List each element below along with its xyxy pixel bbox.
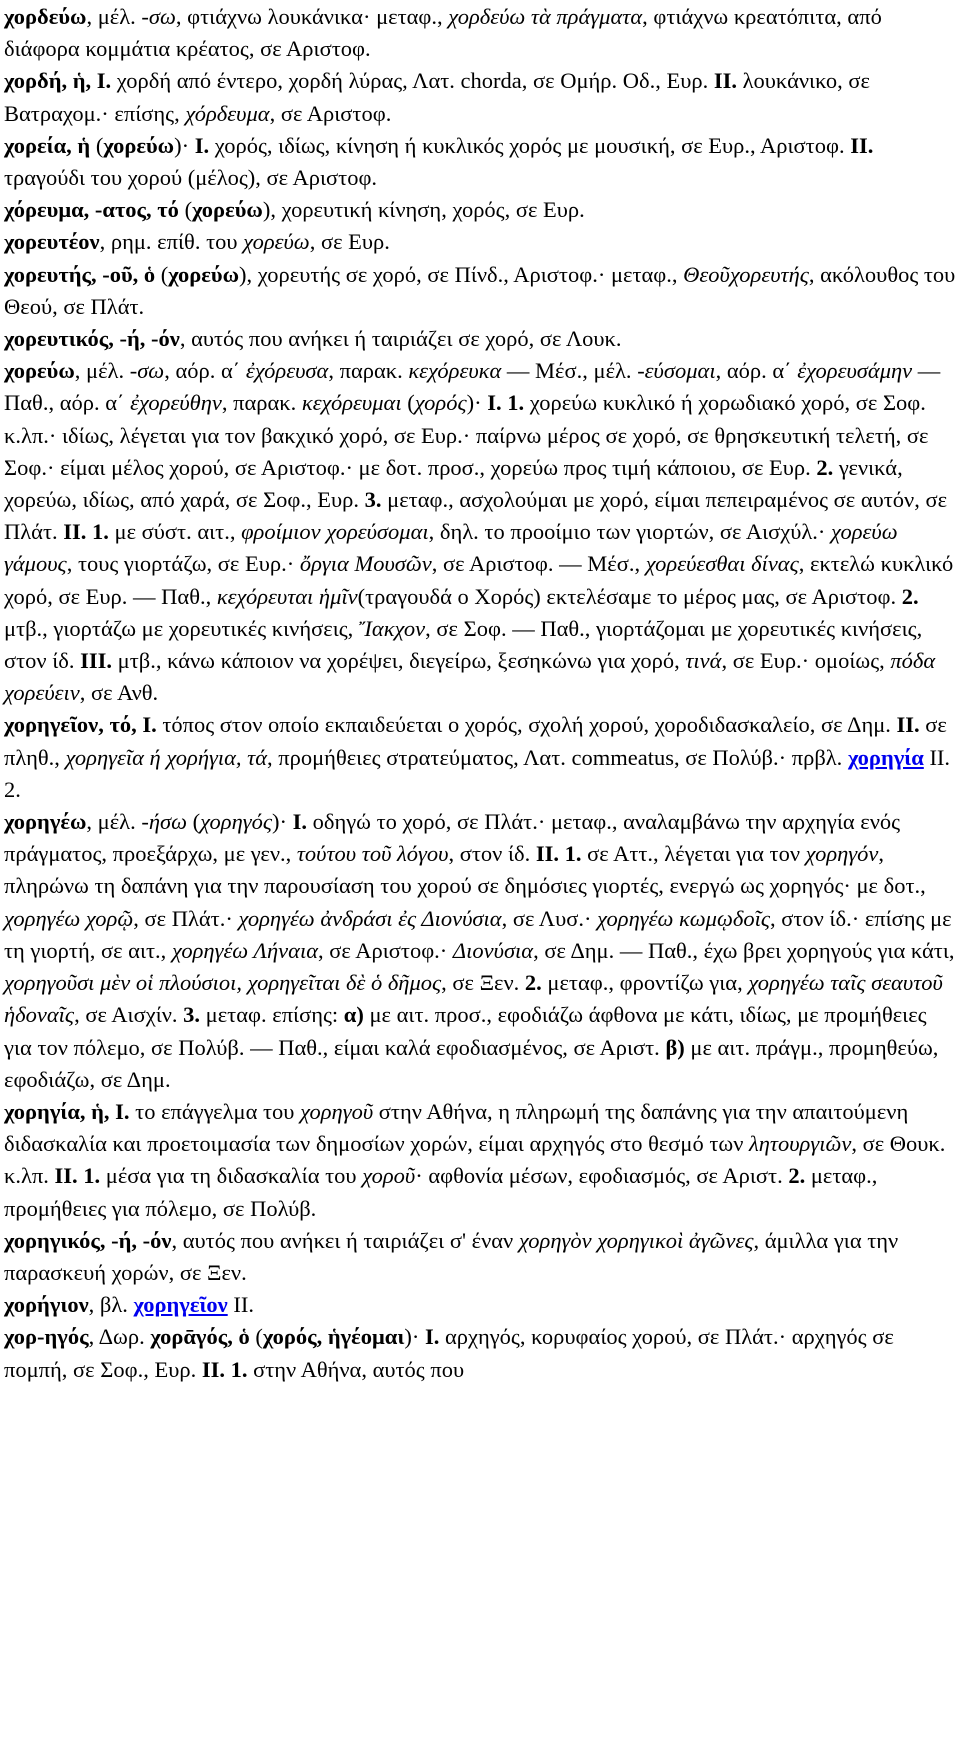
entry-text: , σε Ευρ. <box>309 229 390 255</box>
dictionary-entry <box>4 194 958 226</box>
entry-list <box>4 1 958 1386</box>
italic-text: ἐχόρευσα <box>245 358 329 384</box>
entry-text: — Παθ., αόρ. α΄ <box>4 358 941 416</box>
italic-text: ὄργια Μουσῶν <box>299 551 432 577</box>
entry-text: , μέλ. <box>86 809 142 835</box>
bold-text: χορεύω <box>168 261 240 287</box>
entry-text: ( <box>186 809 201 835</box>
entry-text: , πληρώνω τη δαπάνη για την παρουσίαση του χορού σε δημόσιες γιορτές, ενεργώ ως χορηγός· με δοτ., <box>4 841 926 899</box>
entry-text: , σε Αριστοφ. — Μέσ., <box>431 551 646 577</box>
entry-text: , σε Αριστοφ.· <box>318 937 453 963</box>
entry-text: , σε Ευρ.· ομοίως, <box>721 648 891 674</box>
italic-text: χοροῦ <box>362 1163 416 1189</box>
entry-text: μέσα για τη διδασκαλία του <box>100 1163 363 1189</box>
entry-text: , φτιάχνω λουκάνικα· μεταφ., <box>175 4 449 29</box>
entry-text: , αόρ. α΄ <box>164 358 246 384</box>
entry-headword: χορηγία, ἡ, I. <box>4 1098 130 1124</box>
italic-text: χορηγὸν χορηγικοὶ ἀγῶνες <box>518 1227 754 1253</box>
bold-text: χορᾱγός, ὁ <box>150 1324 250 1350</box>
entry-text: , σε Δημ. — Παθ., έχω βρει χορηγούς για κάτι, <box>533 937 955 963</box>
bold-text: II. 1. <box>201 1356 248 1382</box>
entry-text: σε Αττ., λέγεται για τον <box>581 841 806 867</box>
italic-text: -σω <box>141 4 176 29</box>
dictionary-entry <box>4 226 958 258</box>
entry-text: )· <box>404 1324 425 1350</box>
bold-text: χορός, ἡγέομαι <box>262 1324 405 1350</box>
entry-text: χορός, ιδίως, κίνηση ή κυκλικός χορός με μουσική, σε Ευρ., Αριστοφ. <box>209 132 851 158</box>
dictionary-entry <box>4 1321 958 1385</box>
entry-headword: χορευτέον <box>4 229 100 255</box>
italic-text: χορηγοῦ <box>300 1098 374 1124</box>
entry-text: , στον ίδ.· επίσης με τη γιορτή, σε αιτ., <box>4 905 952 963</box>
bold-text: II. 1. <box>54 1163 101 1189</box>
italic-text: χορεύω <box>243 229 310 255</box>
entry-text: , μέλ. <box>74 358 130 384</box>
entry-text: μεταφ., προμήθειες για πόλεμο, σε Πολύβ. <box>4 1163 878 1221</box>
italic-text: Διονύσια <box>452 937 534 963</box>
entry-text: στην Αθήνα, η πληρωμή της δαπάνης για την απαιτούμενη διδασκαλία και προετοιμασία των δημοσίων χορών, είμαι αρχηγός στο θεσμό των <box>4 1098 909 1157</box>
entry-headword: χορ-ηγός <box>4 1324 89 1350</box>
italic-text: χορηγέω Λήναια <box>171 937 319 963</box>
entry-text: , σε Ξεν. <box>441 970 525 996</box>
cross-reference-link[interactable]: χορηγεῖον <box>133 1292 228 1318</box>
entry-text: με αιτ. πράγμ., προμηθεύω, εφοδιάζω, σε Δημ. <box>4 1034 939 1092</box>
dictionary-entry <box>4 65 958 129</box>
entry-text: μεταφ., φροντίζω για, <box>541 970 749 996</box>
italic-text: χορηγέω χορῷ <box>4 905 134 931</box>
bold-text: III. <box>80 648 113 674</box>
entry-text: , σε Θουκ. κ.λπ. <box>4 1131 946 1189</box>
italic-text: ἐχορευσάμην <box>797 358 913 384</box>
entry-text: ( <box>249 1324 263 1350</box>
dictionary-entry <box>4 323 958 355</box>
entry-text: , σε Πλάτ.· <box>133 905 239 931</box>
entry-text: μεταφ. επίσης: <box>200 1002 344 1028</box>
entry-text: · αφθονία μέσων, εφοδιασμός, σε Αριστ. <box>415 1163 789 1189</box>
entry-text: τόπος στον οποίο εκπαιδεύεται ο χορός, σχολή χορού, χοροδιδασκαλείο, σε Δημ. <box>156 712 897 738</box>
italic-text: χορός <box>414 390 467 416</box>
dictionary-entry <box>4 709 958 806</box>
entry-headword: χορδή, ἡ, I. <box>4 68 112 94</box>
entry-text: μεταφ., ασχολούμαι με χορό, είμαι πεπειραμένος σε αυτόν, σε Πλάτ. <box>4 487 948 545</box>
entry-text: τραγούδι του χορού (μέλος), σε Αριστοφ. <box>4 165 378 191</box>
entry-text: , σε Αριστοφ. <box>269 100 392 126</box>
entry-text: , Δωρ. <box>88 1324 151 1350</box>
bold-text: II. <box>850 132 874 158</box>
bold-text: II. 1. <box>535 841 582 867</box>
entry-text: χορεύω κυκλικό ή χορωδιακό χορό, σε Σοφ. κ.λπ.· ιδίως, λέγεται για τον βακχικό χορό, σε Ευρ.· παίρνω μέρος σε χορό, σε θρησκευτική τελετή, σε Σοφ.· είμαι μέλος χορού, σε Αριστοφ.· με δοτ. προσ., χορεύω προς τιμή κάποιου, σε Ευρ. <box>4 390 929 480</box>
entry-text: μτβ., γιορτάζω με χορευτικές κινήσεις, <box>4 615 359 641</box>
bold-text: I. <box>292 809 307 835</box>
entry-text: , αόρ. α΄ <box>715 358 798 384</box>
dictionary-entry <box>4 806 958 1096</box>
bold-text: 2. <box>524 970 542 996</box>
italic-text: -εύσομαι <box>637 358 716 384</box>
italic-text: χόρδευμα <box>185 100 270 126</box>
entry-text: με σύστ. αιτ., <box>108 519 242 545</box>
entry-text: , σε Ανθ. <box>79 680 159 706</box>
bold-text: I. 1. <box>487 390 525 416</box>
bold-text: 3. <box>364 487 382 513</box>
dictionary-entry <box>4 355 958 709</box>
entry-text: II. 2. <box>4 744 951 802</box>
entry-text: σε πληθ., <box>4 712 947 770</box>
entry-text: , δηλ. το προοίμιο των γιορτών, σε Αισχύλ.· <box>428 519 832 545</box>
dictionary-entry <box>4 1225 958 1289</box>
italic-text: κεχόρευμαι <box>301 390 402 416</box>
italic-text: τινά <box>685 648 722 674</box>
italic-text: χορεύω γάμους <box>4 519 898 577</box>
italic-text: Θεοῦχορευτής <box>683 261 809 287</box>
italic-text: Ἴακχον <box>358 615 426 641</box>
entry-text: χορδή από έντερο, χορδή λύρας, Λατ. chorda, σε Ομήρ. Οδ., Ευρ. <box>111 68 714 94</box>
italic-text: χορδεύω τὰ πράγματα <box>448 4 643 29</box>
entry-text: ( <box>401 390 415 416</box>
entry-headword: χορευτής, -οῦ, ὁ <box>4 261 156 287</box>
entry-text: )· <box>466 390 488 416</box>
italic-text: χορηγέω κωμῳδοῖς <box>597 905 770 931</box>
entry-text: — Μέσ., μέλ. <box>501 358 638 384</box>
dictionary-entry <box>4 1289 958 1321</box>
bold-text: 2. <box>901 583 919 609</box>
bold-text: II. <box>896 712 920 738</box>
italic-text: χορεύεσθαι δίνας <box>645 551 799 577</box>
bold-text: χορεύω <box>192 197 263 223</box>
entry-text: , προμήθειες στρατεύματος, Λατ. commeatus, σε Πολύβ.· πρβλ. <box>267 744 848 770</box>
entry-headword: χορήγιον <box>4 1292 89 1318</box>
entry-headword: χορηγέω <box>4 809 87 835</box>
italic-text: φροίμιον χορεύσομαι <box>241 519 429 545</box>
italic-text: κεχόρευται ἡμῖν <box>216 583 358 609</box>
entry-text: ( <box>90 132 104 158</box>
entry-text: το επάγγελμα του <box>129 1098 301 1124</box>
entry-text: , φτιάχνω κρεατόπιτα, από διάφορα κομμάτια κρέατος, σε Αριστοφ. <box>4 4 882 62</box>
entry-text: , τους γιορτάζω, σε Ευρ.· <box>66 551 300 577</box>
entry-text: , σε Σοφ. — Παθ., γιορτάζομαι με χορευτικές κινήσεις, στον ίδ. <box>4 615 923 674</box>
entry-text: II. <box>227 1292 254 1318</box>
dictionary-entry <box>4 130 958 194</box>
entry-text: , ακόλουθος του Θεού, σε Πλάτ. <box>4 261 956 319</box>
bold-text: 2. <box>816 454 834 480</box>
italic-text: χορηγός <box>200 809 272 835</box>
bold-text: 3. <box>183 1002 201 1028</box>
entry-text: , αυτός που ανήκει ή ταιριάζει σ' έναν <box>171 1227 519 1253</box>
entry-text: οδηγώ το χορό, σε Πλάτ.· μεταφ., αναλαμβάνω την αρχηγία ενός πράγματος, προεξάρχω, με γεν., <box>4 809 901 867</box>
entry-text: )· <box>271 809 293 835</box>
entry-text: , μέλ. <box>86 4 142 29</box>
entry-text: γενικά, χορεύω, ιδίως, από χαρά, σε Σοφ., Ευρ. <box>4 454 903 513</box>
bold-text: II. <box>713 68 737 94</box>
italic-text: κεχόρευκα <box>408 358 502 384</box>
dictionary-entry <box>4 1096 958 1225</box>
italic-text: χορηγέω ἀνδράσι ἐς Διονύσια <box>238 905 502 931</box>
italic-text: -ήσω <box>141 809 187 835</box>
entry-headword: χορηγικός, -ή, -όν <box>4 1227 172 1253</box>
entry-headword: χορεία, ἡ <box>4 132 91 158</box>
italic-text: χορηγέω ταῖς σεαυτοῦ ἡδοναῖς <box>4 970 943 1028</box>
entry-text: λουκάνικο, σε Βατραχομ.· επίσης, <box>4 68 871 126</box>
italic-text: χορηγεῖα ή χορήγια, τά <box>65 744 268 770</box>
entry-text: , σε Λυσ.· <box>501 905 598 931</box>
entry-text: , στον ίδ. <box>448 841 536 867</box>
entry-headword: χορδεύω <box>4 4 87 29</box>
italic-text: -σω <box>129 358 165 384</box>
entry-text: , παρακ. <box>328 358 409 384</box>
bold-text: 2. <box>788 1163 806 1189</box>
cross-reference-link[interactable]: χορηγία <box>847 744 924 770</box>
italic-text: χορηγοῦσι μὲν οἱ πλούσιοι, χορηγεῖται δὲ ὁ δῆμος <box>4 970 442 996</box>
entry-text: )· <box>174 132 195 158</box>
entry-headword: χόρευμα, -ατος, τό <box>4 197 179 223</box>
italic-text: ἐχορεύθην <box>130 390 222 416</box>
entry-text: αρχηγός, κορυφαίος χορού, σε Πλάτ.· αρχηγός σε πομπή, σε Σοφ., Ευρ. <box>4 1324 894 1382</box>
entry-text: , αυτός που ανήκει ή ταιριάζει σε χορό, σε Λουκ. <box>179 326 622 352</box>
entry-headword: χορηγεῖον, τό, I. <box>4 712 157 738</box>
entry-text: , βλ. <box>88 1292 134 1318</box>
entry-text: ( <box>155 261 169 287</box>
entry-headword: χορεύω <box>4 358 75 384</box>
entry-text: μτβ., κάνω κάποιον να χορέψει, διεγείρω, ξεσηκώνω για χορό, <box>112 648 686 674</box>
bold-text: β) <box>665 1034 685 1060</box>
entry-text: , παρακ. <box>221 390 302 416</box>
bold-text: α) <box>343 1002 364 1028</box>
entry-text: , σε Αισχίν. <box>74 1002 184 1028</box>
dictionary-entry <box>4 1 958 65</box>
entry-text: (τραγουδά ο Χορός) εκτελέσαμε το μέρος μας, σε Αριστοφ. <box>357 583 902 609</box>
bold-text: II. 1. <box>63 519 109 545</box>
italic-text: λητουργιῶν <box>749 1131 852 1157</box>
bold-text: χορεύω <box>103 132 175 158</box>
bold-text: I. <box>194 132 210 158</box>
entry-text: , ρημ. επίθ. του <box>99 229 244 255</box>
italic-text: πόδα χορεύειν <box>4 648 936 706</box>
dictionary-entry <box>4 259 958 323</box>
entry-headword: χορευτικός, -ή, -όν <box>4 326 180 352</box>
italic-text: χορηγόν <box>805 841 879 867</box>
entry-text: ( <box>178 197 193 223</box>
entry-text: ), χορευτής σε χορό, σε Πίνδ., Αριστοφ.· μεταφ., <box>239 261 684 287</box>
italic-text: τούτου τοῦ λόγου <box>296 841 449 867</box>
bold-text: I. <box>424 1324 440 1350</box>
entry-text: , άμιλλα για την παρασκευή χορών, σε Ξεν. <box>4 1227 899 1285</box>
entry-text: με αιτ. προσ., εφοδιάζω άφθονα με κάτι, ιδίως, με προμήθειες για τον πόλεμο, σε Πολύβ. — Παθ., είμαι καλά εφοδιασμένος, σε Αριστ. <box>4 1002 927 1060</box>
entry-text: ), χορευτική κίνηση, χορός, σε Ευρ. <box>262 197 585 223</box>
entry-text: , εκτελώ κυκλικό χορό, σε Ευρ. — Παθ., <box>4 551 954 609</box>
entry-text: στην Αθήνα, αυτός που <box>247 1356 465 1382</box>
